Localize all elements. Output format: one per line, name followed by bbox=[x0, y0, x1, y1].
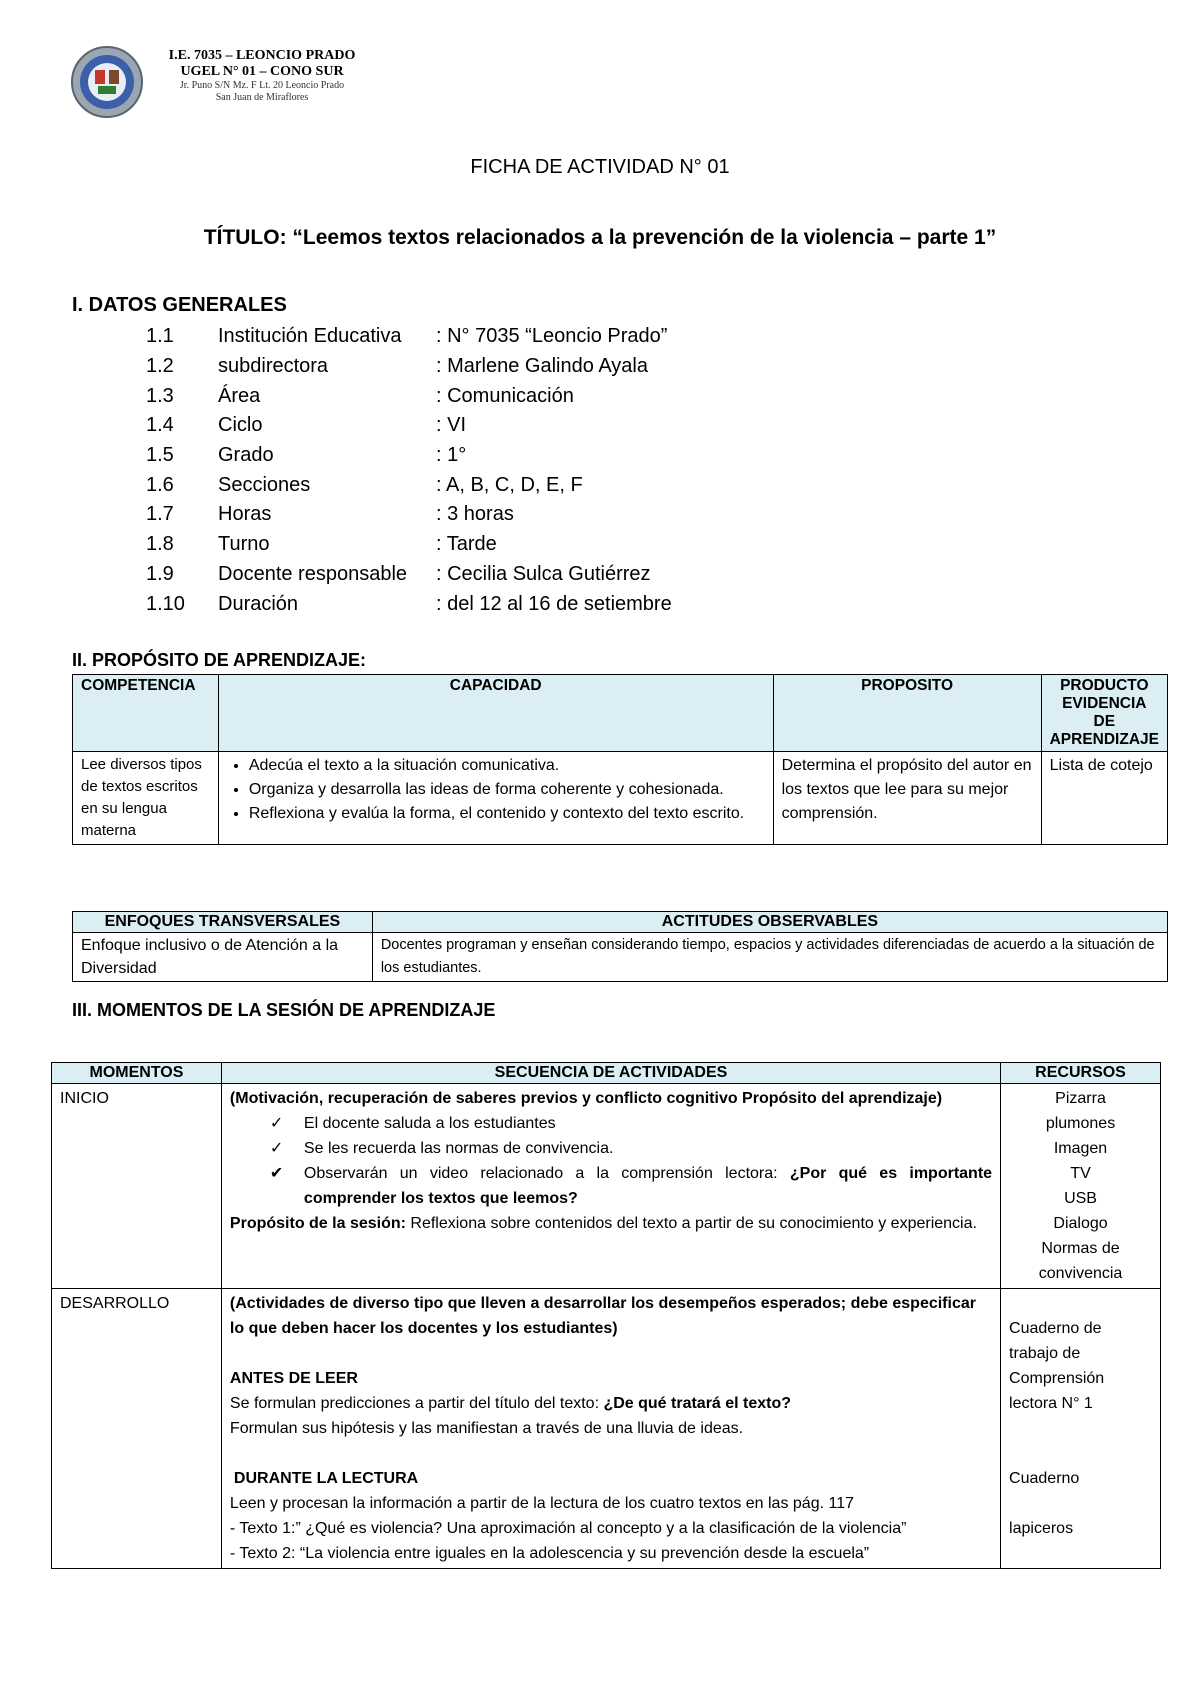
check-item bbox=[230, 1136, 992, 1161]
datos-row bbox=[146, 530, 672, 560]
section-proposito: II. PROPÓSITO DE APRENDIZAJE: bbox=[72, 650, 367, 670]
proposito-table bbox=[72, 674, 1168, 845]
proposito-cell: Determina el propósito del autor en los textos que lee para su mejor comprensión. bbox=[773, 752, 1041, 845]
competencia-cell: Lee diversos tipos de textos escritos en su lengua materna bbox=[73, 752, 219, 845]
datos-value: : 3 horas bbox=[436, 503, 514, 526]
antes-p1-question: ¿De qué tratará el texto? bbox=[603, 1395, 792, 1412]
datos-num: 1.7 bbox=[146, 503, 174, 526]
datos-num: 1.6 bbox=[146, 473, 174, 496]
datos-value: : N° 7035 “Leoncio Prado” bbox=[436, 325, 668, 348]
datos-num: 1.8 bbox=[146, 533, 174, 556]
momentos-table bbox=[51, 1062, 1161, 1569]
actitud-cell: Docentes programan y enseñan considerando tiempo, espacios y actividades diferenciadas de acuerdo a la situación de los estudiantes. bbox=[372, 933, 1167, 982]
datos-num: 1.3 bbox=[146, 384, 174, 407]
school-name: I.E. 7035 – LEONCIO PRADO bbox=[168, 48, 356, 63]
header-recursos: RECURSOS bbox=[1001, 1063, 1161, 1084]
datos-label: subdirectora bbox=[218, 355, 329, 378]
datos-value: : VI bbox=[436, 414, 467, 437]
document-title: TÍTULO: “Leemos textos relacionados a la prevención de la violencia – parte 1” bbox=[203, 226, 997, 249]
capacidad-item: • Adecúa el texto a la situación comunicativa. bbox=[249, 754, 765, 778]
datos-value: : Comunicación bbox=[436, 384, 574, 407]
durante-title: DURANTE LA LECTURA bbox=[233, 1470, 419, 1487]
desarrollo-intro: (Actividades de diverso tipo que lleven a desarrollar los desempeños esperados; debe especificar lo que deben hacer los docentes y los estudiantes) bbox=[229, 1295, 976, 1337]
datos-value: : A, B, C, D, E, F bbox=[436, 473, 583, 496]
header-producto: PRODUCTO EVIDENCIA DE APRENDIZAJE bbox=[1041, 675, 1167, 752]
header-competencia: COMPETENCIA bbox=[73, 675, 219, 752]
check-text: Se les recuerda las normas de convivencia. bbox=[303, 1140, 614, 1157]
checkmark-icon: ✓ bbox=[269, 1115, 284, 1132]
capacidad-cell bbox=[218, 752, 773, 845]
capacidad-item: • Organiza y desarrolla las ideas de forma coherente y cohesionada. bbox=[249, 778, 765, 802]
inicio-label: INICIO bbox=[52, 1084, 222, 1289]
proposito-sesion-text: Reflexiona sobre contenidos del texto a partir de su conocimiento y experiencia. bbox=[405, 1215, 977, 1232]
datos-label: Docente responsable bbox=[218, 562, 408, 585]
header-secuencia: SECUENCIA DE ACTIVIDADES bbox=[221, 1063, 1000, 1084]
datos-row bbox=[146, 589, 672, 619]
school-district: San Juan de Miraflores bbox=[215, 91, 309, 103]
enfoque-cell: Enfoque inclusivo o de Atención a la Diversidad bbox=[73, 933, 373, 982]
antes-p1 bbox=[230, 1391, 992, 1416]
datos-row bbox=[146, 500, 672, 530]
proposito-sesion-label: Propósito de la sesión: bbox=[229, 1215, 406, 1232]
check-item bbox=[230, 1111, 992, 1136]
texto2-item: - Texto 2: “La violencia entre iguales en la adolescencia y su prevención desde la escuela” bbox=[229, 1545, 870, 1562]
school-crest-icon bbox=[70, 40, 144, 124]
datos-value: : del 12 al 16 de setiembre bbox=[436, 592, 672, 615]
check-item bbox=[230, 1161, 992, 1211]
datos-label: Turno bbox=[218, 533, 270, 556]
recurso-cuaderno: Cuaderno bbox=[1009, 1470, 1080, 1487]
datos-row bbox=[146, 411, 672, 441]
datos-list bbox=[146, 322, 672, 619]
datos-label: Duración bbox=[218, 592, 299, 615]
datos-label: Ciclo bbox=[218, 414, 263, 437]
texto1-item: - Texto 1:” ¿Qué es violencia? Una aproximación al concepto y a la clasificación de la violencia” bbox=[229, 1520, 907, 1537]
header-capacidad: CAPACIDAD bbox=[218, 675, 773, 752]
recurso-item: Dialogo bbox=[1053, 1215, 1108, 1232]
durante-p1: Leen y procesan la información a partir de la lectura de los cuatro textos en las pág. 117 bbox=[229, 1495, 854, 1512]
header-actitudes: ACTITUDES OBSERVABLES bbox=[372, 912, 1167, 933]
checkmark-icon: ✓ bbox=[269, 1140, 284, 1157]
header-momentos: MOMENTOS bbox=[52, 1063, 222, 1084]
desarrollo-recursos bbox=[1001, 1289, 1161, 1569]
inicio-secuencia bbox=[221, 1084, 1000, 1289]
datos-label: Institución Educativa bbox=[218, 325, 402, 348]
header-enfoques: ENFOQUES TRANSVERSALES bbox=[73, 912, 373, 933]
capacidad-item: • Reflexiona y evalúa la forma, el contenido y contexto del texto escrito. bbox=[249, 802, 765, 826]
datos-row bbox=[146, 352, 672, 382]
datos-num: 1.5 bbox=[146, 444, 174, 467]
datos-row bbox=[146, 441, 672, 471]
proposito-sesion bbox=[230, 1211, 992, 1236]
datos-label: Área bbox=[218, 384, 261, 407]
datos-row bbox=[146, 381, 672, 411]
recurso-item: Pizarra bbox=[1055, 1090, 1106, 1107]
antes-p1-text: Se formulan predicciones a partir del título del texto: bbox=[229, 1395, 604, 1412]
datos-value: : Tarde bbox=[436, 533, 497, 556]
datos-value: : Cecilia Sulca Gutiérrez bbox=[436, 562, 651, 585]
check-text-plain: Observarán un video relacionado a la comprensión lectora: bbox=[303, 1165, 790, 1182]
datos-value: : 1° bbox=[436, 444, 467, 467]
producto-cell: Lista de cotejo bbox=[1041, 752, 1167, 845]
check-text bbox=[304, 1161, 992, 1211]
datos-num: 1.9 bbox=[146, 562, 174, 585]
recurso-cuaderno-trabajo: Cuaderno de trabajo de Comprensión lectora N° 1 bbox=[1009, 1320, 1105, 1412]
checkmark-icon: ✔ bbox=[269, 1165, 284, 1182]
inicio-recursos bbox=[1001, 1084, 1161, 1289]
datos-value: : Marlene Galindo Ayala bbox=[436, 355, 648, 378]
ugel-name: UGEL N° 01 – CONO SUR bbox=[180, 64, 344, 80]
datos-label: Grado bbox=[218, 444, 274, 467]
school-header bbox=[152, 48, 372, 103]
recurso-item: TV bbox=[1070, 1165, 1091, 1182]
header-proposito: PROPOSITO bbox=[773, 675, 1041, 752]
datos-row bbox=[146, 322, 672, 352]
recurso-item: plumones bbox=[1045, 1115, 1116, 1132]
recurso-lapiceros: lapiceros bbox=[1009, 1520, 1074, 1537]
desarrollo-label: DESARROLLO bbox=[52, 1289, 222, 1569]
recurso-item: Normas de convivencia bbox=[1038, 1240, 1123, 1282]
datos-row bbox=[146, 560, 672, 590]
antes-title: ANTES DE LEER bbox=[229, 1370, 358, 1387]
datos-row bbox=[146, 470, 672, 500]
desarrollo-secuencia bbox=[221, 1289, 1000, 1569]
datos-num: 1.2 bbox=[146, 355, 174, 378]
datos-num: 1.10 bbox=[146, 592, 185, 615]
check-text-question: ¿Por qué es importante comprender los textos que leemos? bbox=[303, 1165, 993, 1207]
section-momentos: III. MOMENTOS DE LA SESIÓN DE APRENDIZAJE bbox=[72, 1000, 496, 1020]
datos-num: 1.4 bbox=[146, 414, 174, 437]
antes-p2: Formulan sus hipótesis y las manifiestan a través de una lluvia de ideas. bbox=[229, 1420, 744, 1437]
datos-label: Secciones bbox=[218, 473, 311, 496]
inicio-intro: (Motivación, recuperación de saberes previos y conflicto cognitivo Propósito del aprendizaje) bbox=[229, 1090, 943, 1107]
ficha-title: FICHA DE ACTIVIDAD N° 01 bbox=[470, 156, 730, 178]
check-text: El docente saluda a los estudiantes bbox=[303, 1115, 556, 1132]
recurso-item: USB bbox=[1064, 1190, 1097, 1207]
datos-num: 1.1 bbox=[146, 325, 174, 348]
school-address: Jr. Puno S/N Mz. F Lt. 20 Leoncio Prado bbox=[179, 80, 345, 92]
section-datos-generales: I. DATOS GENERALES bbox=[72, 294, 287, 316]
recurso-item: Imagen bbox=[1053, 1140, 1108, 1157]
datos-label: Horas bbox=[218, 503, 272, 526]
enfoques-table bbox=[72, 911, 1168, 982]
